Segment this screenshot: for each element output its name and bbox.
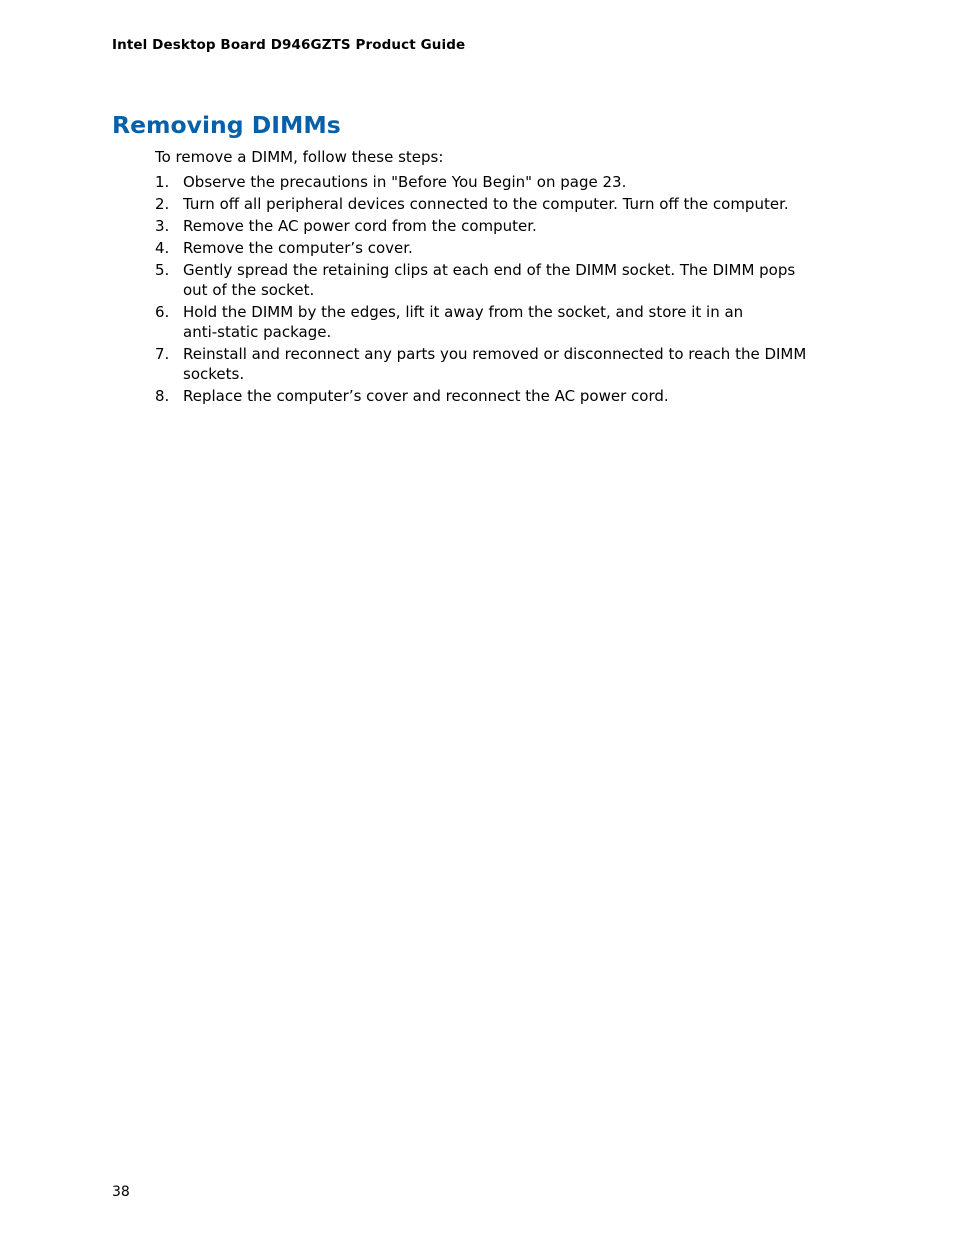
- step-number: 6.: [155, 303, 170, 321]
- step-line: Turn off all peripheral devices connected to the computer. Turn off the computer.: [183, 195, 789, 213]
- step-text: [183, 386, 845, 406]
- step-item: [155, 238, 845, 258]
- step-item: [155, 194, 845, 214]
- step-line: out of the socket.: [183, 281, 315, 299]
- step-line: Hold the DIMM by the edges, lift it away from the socket, and store it in an: [183, 303, 744, 321]
- steps-list: [155, 172, 845, 408]
- step-number: 4.: [155, 239, 170, 257]
- step-text: [183, 238, 845, 258]
- step-text: [183, 216, 845, 236]
- step-number: 1.: [155, 173, 170, 191]
- step-item: [155, 386, 845, 406]
- step-text: [183, 302, 845, 342]
- step-item: [155, 172, 845, 192]
- step-text: [183, 172, 845, 192]
- step-number: 3.: [155, 217, 170, 235]
- step-number: 2.: [155, 195, 170, 213]
- step-line: Replace the computer’s cover and reconnect the AC power cord.: [183, 387, 669, 405]
- step-line: Remove the AC power cord from the computer.: [183, 217, 537, 235]
- step-text: [183, 194, 845, 214]
- section-title: Removing DIMMs: [112, 111, 341, 139]
- step-number: 7.: [155, 345, 170, 363]
- step-item: [155, 260, 845, 300]
- step-number: 8.: [155, 387, 170, 405]
- step-item: [155, 344, 845, 384]
- step-line: Observe the precautions in "Before You Begin" on page 23.: [183, 173, 627, 191]
- step-item: [155, 216, 845, 236]
- running-header: Intel Desktop Board D946GZTS Product Guide: [112, 37, 466, 53]
- step-text: [183, 260, 845, 300]
- step-number: 5.: [155, 261, 170, 279]
- page-number: 38: [112, 1184, 130, 1200]
- step-line: Remove the computer’s cover.: [183, 239, 413, 257]
- intro-text: To remove a DIMM, follow these steps:: [155, 148, 444, 166]
- step-item: [155, 302, 845, 342]
- step-line: Gently spread the retaining clips at each end of the DIMM socket. The DIMM pops: [183, 261, 796, 279]
- step-text: [183, 344, 845, 384]
- step-line: Reinstall and reconnect any parts you removed or disconnected to reach the DIMM: [183, 345, 807, 363]
- step-line: anti-static package.: [183, 323, 332, 341]
- step-line: sockets.: [183, 365, 245, 383]
